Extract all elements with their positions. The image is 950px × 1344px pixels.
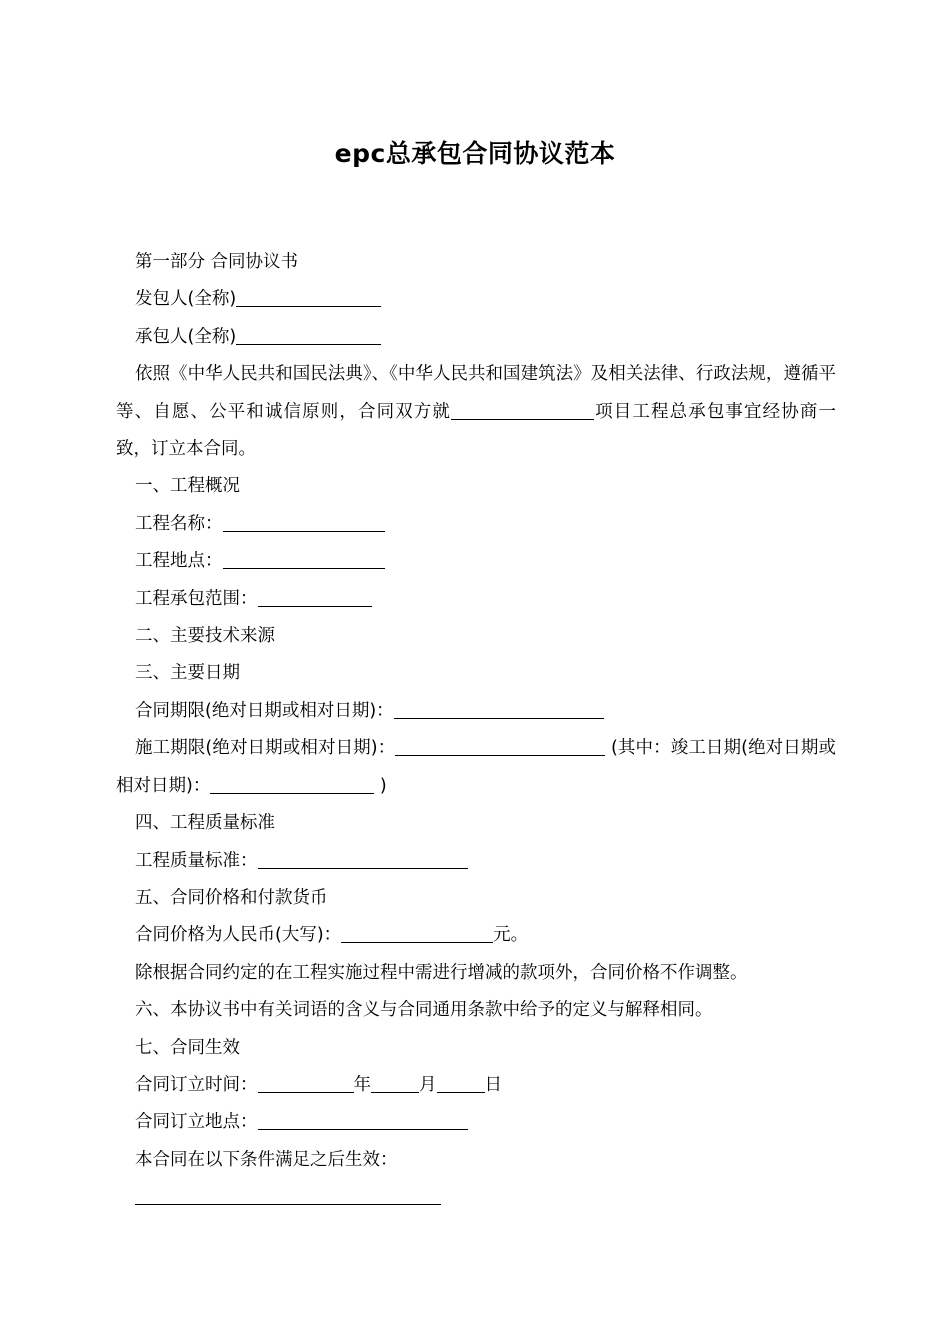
year-blank — [258, 1074, 354, 1093]
section-heading-2: 二、主要技术来源 — [135, 626, 275, 647]
contractor-blank — [236, 326, 381, 345]
construction-period-blank — [395, 738, 605, 757]
completion-date-blank — [210, 775, 374, 794]
project-name-line: 工程名称： — [116, 506, 836, 543]
sign-time-line: 合同订立时间： 年 月 日 — [135, 1074, 502, 1095]
section-heading-1: 一、工程概况 — [135, 476, 240, 497]
section-heading-6: 六、本协议书中有关词语的含义与合同通用条款中给予的定义与解释相同。 — [135, 1000, 713, 1021]
quality-standard-blank — [258, 850, 468, 869]
price-note-line: 除根据合同约定的在工程实施过程中需进行增减的款项外，合同价格不作调整。 — [135, 962, 748, 983]
project-name-blank — [223, 513, 385, 532]
day-blank — [437, 1074, 485, 1093]
part-heading: 第一部分 合同协议书 — [135, 252, 299, 272]
contract-term-blank — [394, 700, 604, 719]
contractor-line: 承包人(全称) — [116, 319, 836, 356]
sign-place-blank — [258, 1112, 468, 1131]
section-heading-5: 五、合同价格和付款货币 — [135, 887, 328, 908]
contract-price-line: 合同价格为人民币(大写)： 元。 — [135, 925, 529, 946]
contract-price-blank — [341, 925, 493, 944]
section-heading-4: 四、工程质量标准 — [135, 813, 275, 834]
quality-standard-line: 工程质量标准： — [116, 843, 836, 880]
construction-period-paragraph: 施工期限(绝对日期或相对日期)： (其中：竣工日期(绝对日期或相对日期)： ) — [116, 738, 836, 796]
month-blank — [371, 1074, 419, 1093]
project-site-blank — [223, 551, 385, 570]
condition-blank — [135, 1187, 441, 1206]
employer-line: 发包人(全称) — [116, 281, 836, 318]
project-scope-blank — [258, 588, 372, 607]
effective-condition-line: 本合同在以下条件满足之后生效： — [135, 1149, 398, 1170]
document-title: epc总承包合同协议范本 — [334, 139, 616, 168]
project-site-line: 工程地点： — [116, 543, 836, 580]
project-blank — [451, 401, 594, 420]
employer-blank — [236, 289, 381, 308]
section-heading-7: 七、合同生效 — [135, 1037, 240, 1058]
sign-place-line: 合同订立地点： — [116, 1104, 836, 1141]
contract-term-line: 合同期限(绝对日期或相对日期)： — [116, 693, 836, 730]
project-scope-line: 工程承包范围： — [116, 581, 836, 618]
section-heading-3: 三、主要日期 — [135, 663, 240, 684]
document-body — [116, 244, 836, 1217]
condition-blank-line — [116, 1179, 836, 1216]
intro-paragraph: 依照《中华人民共和国民法典》、《中华人民共和国建筑法》及相关法律、行政法规，遵循平等、自愿、公平和诚信原则，合同双方就 项目工程总承包事宜经协商一致，订立本合同。 — [116, 364, 836, 460]
